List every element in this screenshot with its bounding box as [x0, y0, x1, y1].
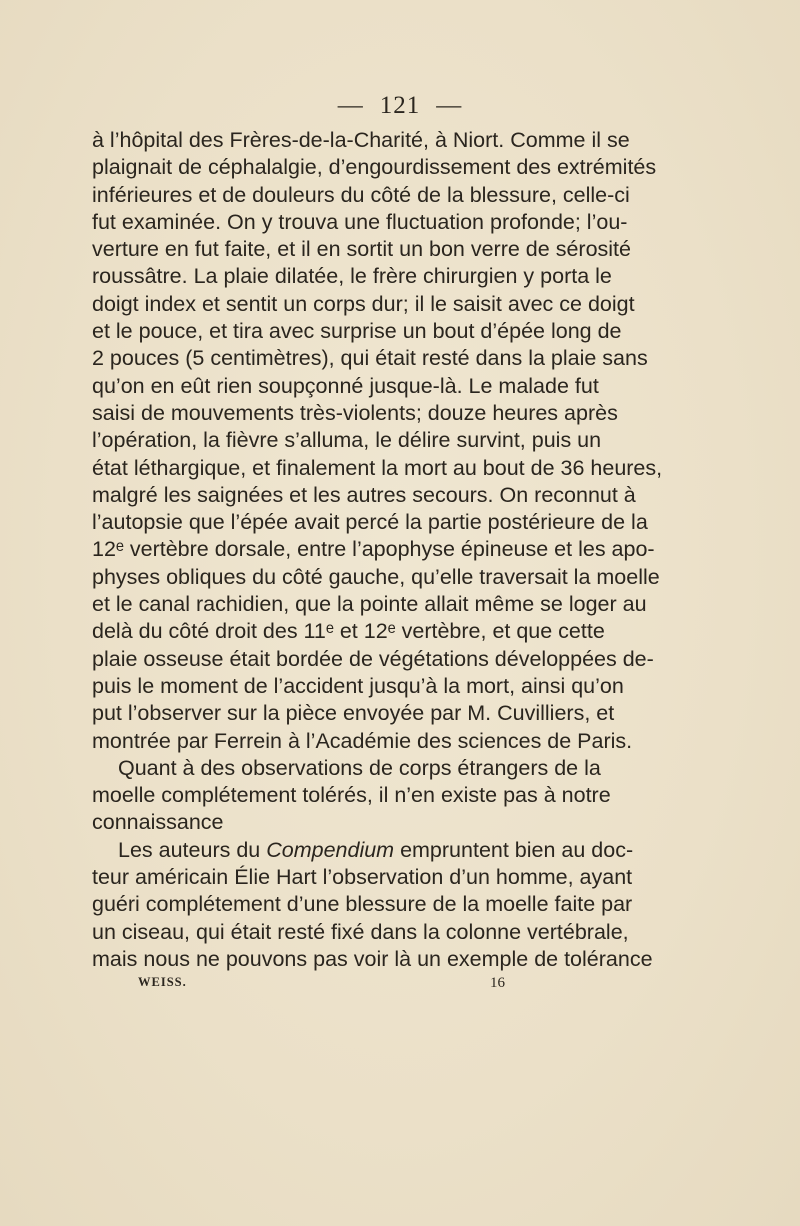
text-line: physes obliques du côté gauche, qu’elle traversait la moelle [92, 564, 660, 589]
text-line: l’opération, la fièvre s’alluma, le délire survint, puis un [92, 428, 602, 453]
text-line: Les auteurs du Compendium empruntent bien au doc- [118, 837, 634, 862]
text-line: malgré les saignées et les autres secours. On reconnut à [92, 482, 636, 507]
paragraph [92, 837, 653, 973]
text-line: 2 pouces (5 centimètres), qui était resté dans la plaie sans [92, 346, 648, 371]
text-line: 12ᵉ vertèbre dorsale, entre l’apophyse épineuse et les apo- [92, 537, 655, 562]
text-line: montrée par Ferrein à l’Académie des sciences de Paris. [92, 728, 633, 753]
printer-signature: WEISS. [138, 975, 187, 989]
text-line: mais nous ne pouvons pas voir là un exemple de tolérance [92, 946, 653, 971]
text-line: et le pouce, et tira avec surprise un bout d’épée long de [92, 319, 622, 344]
page-number: 121 [379, 92, 421, 119]
text-line: et le canal rachidien, que la pointe allait même se loger au [92, 592, 647, 617]
text-line: plaignait de céphalalgie, d’engourdissement des extrémités [92, 155, 657, 180]
text-line: doigt index et sentit un corps dur; il le saisit avec ce doigt [92, 291, 635, 316]
text-line: plaie osseuse était bordée de végétations développées de- [92, 646, 654, 671]
text-line: à l’hôpital des Frères-de-la-Charité, à Niort. Comme il se [92, 128, 630, 152]
text-line: un ciseau, qui était resté fixé dans la colonne vertébrale, [92, 919, 629, 944]
header-dash-right: — [436, 92, 463, 119]
header-dash-left: — [337, 92, 364, 119]
text-line: Quant à des observations de corps étrangers de la [118, 755, 601, 780]
book-title: Compendium [266, 837, 395, 862]
text-line: état léthargique, et finalement la mort au bout de 36 heures, [92, 455, 663, 480]
paragraph [92, 127, 663, 755]
text-line: delà du côté droit des 11ᵉ et 12ᵉ vertèbre, et que cette [92, 619, 605, 644]
text-line: qu’on en eût rien soupçonné jusque-là. Le malade fut [92, 373, 599, 398]
sheet-number: 16 [490, 975, 505, 991]
text-line: moelle complétement tolérés, il n’en existe pas à notre [92, 783, 611, 808]
text-line: verture en fut faite, et il en sortit un bon verre de sérosité [92, 237, 631, 262]
text-line: guéri complétement d’une blessure de la moelle faite par [92, 892, 633, 917]
text-line: fut examinée. On y trouva une fluctuation profonde; l’ou- [92, 209, 628, 234]
text-line: inférieures et de douleurs du côté de la blessure, celle-ci [92, 182, 630, 207]
text-line: puis le moment de l’accident jusqu’à la mort, ainsi qu’on [92, 673, 624, 698]
text-line: put l’observer sur la pièce envoyée par M. Cuvilliers, et [92, 701, 615, 726]
page-header [0, 92, 800, 120]
text-line: l’autopsie que l’épée avait percé la partie postérieure de la [92, 510, 648, 535]
text-line: connaissance [92, 810, 224, 835]
text-line: saisi de mouvements très-violents; douze heures après [92, 400, 618, 425]
paragraph [92, 755, 611, 837]
text-line: roussâtre. La plaie dilatée, le frère chirurgien y porta le [92, 264, 612, 289]
body-text [92, 127, 663, 973]
text-line: teur américain Élie Hart l’observation d’un homme, ayant [92, 865, 633, 890]
